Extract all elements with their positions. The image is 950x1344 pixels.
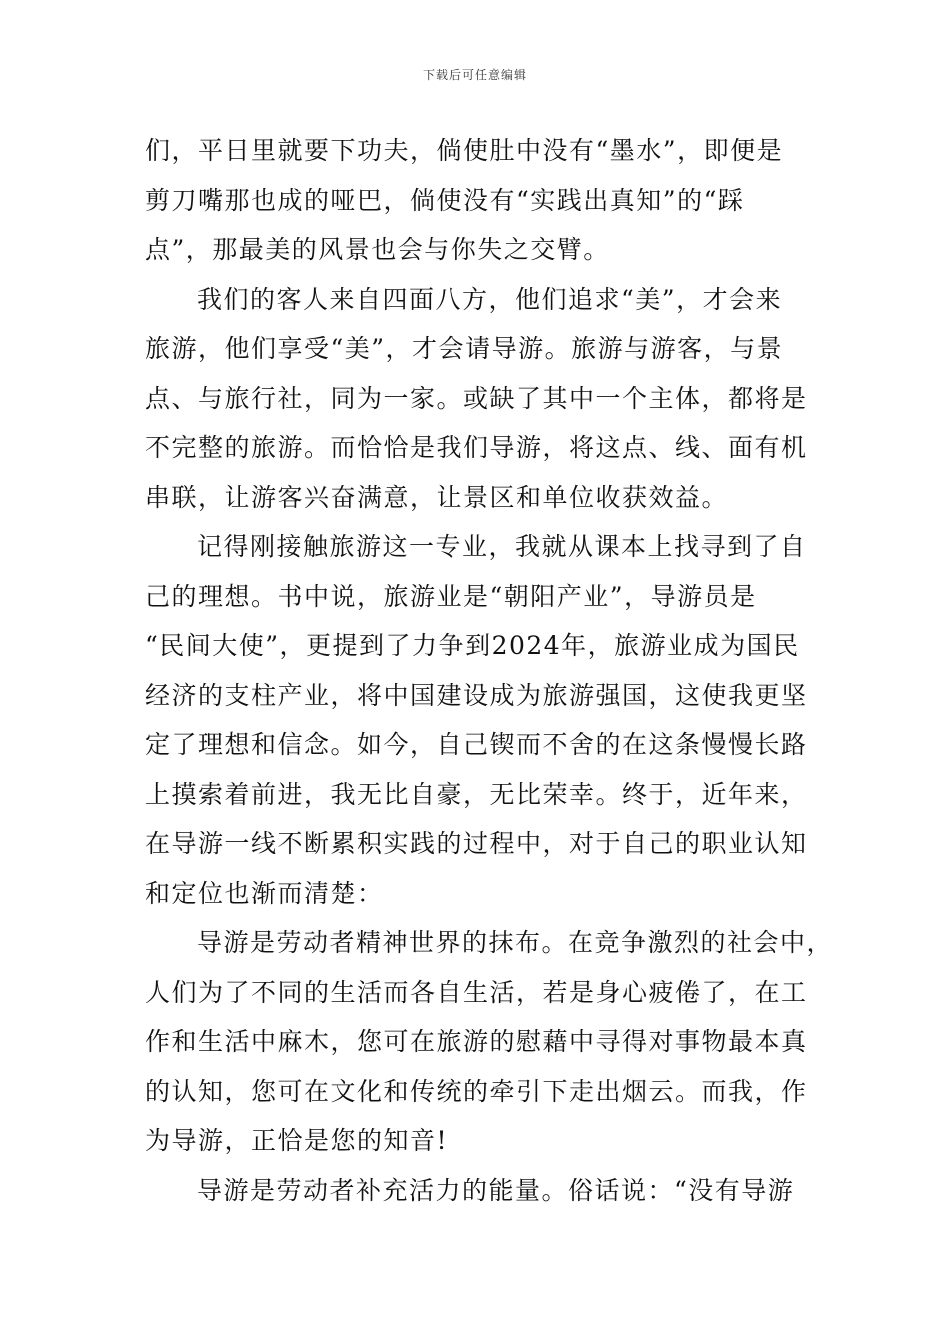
text-line: 们，平日里就要下功夫，倘使肚中没有“墨水”，即便是 bbox=[145, 136, 784, 165]
paragraph-first-line: 记得刚接触旅游这一专业，我就从课本上找寻到了自 bbox=[197, 532, 807, 561]
text-line: 作和生活中麻木，您可在旅游的慰藉中寻得对事物最本真 bbox=[145, 1027, 808, 1056]
page-header: 下载后可任意编辑 bbox=[422, 68, 527, 82]
text-line: 在导游一线不断累积实践的过程中，对于自己的职业认知 bbox=[145, 829, 808, 858]
text-line: 不完整的旅游。而恰恰是我们导游，将这点、线、面有机 bbox=[145, 433, 808, 462]
text-line: “民间大使”，更提到了力争到2024年，旅游业成为国民 bbox=[145, 631, 800, 660]
text-line: 的认知，您可在文化和传统的牵引下走出烟云。而我，作 bbox=[145, 1076, 808, 1106]
text-line: 剪刀嘴那也成的哑巴，倘使没有“实践出真知”的“踩 bbox=[145, 185, 745, 215]
text-line: 和定位也渐而清楚： bbox=[145, 878, 384, 908]
text-line: 串联，让游客兴奋满意，让景区和单位收获效益。 bbox=[145, 482, 729, 512]
text-line: 点”，那最美的风景也会与你失之交臂。 bbox=[145, 235, 610, 264]
body-text bbox=[145, 126, 834, 1215]
text-line: 定了理想和信念。如今，自己锲而不舍的在这条慢慢长路 bbox=[145, 730, 808, 759]
text-line: 人们为了不同的生活而各自生活，若是身心疲倦了，在工 bbox=[145, 977, 808, 1007]
text-line: 旅游，他们享受“美”，才会请导游。旅游与游客，与景 bbox=[145, 334, 784, 363]
text-line: 点、与旅行社，同为一家。或缺了其中一个主体，都将是 bbox=[145, 383, 808, 413]
text-line: 己的理想。书中说，旅游业是“朝阳产业”，导游员是 bbox=[145, 581, 757, 611]
text-line: 上摸索着前进，我无比自豪，无比荣幸。终于，近年来， bbox=[145, 779, 808, 809]
paragraph-first-line: 导游是劳动者精神世界的抹布。在竞争激烈的社会中， bbox=[197, 928, 834, 957]
paragraph-first-line: 导游是劳动者补充活力的能量。俗话说：“没有导游 bbox=[197, 1175, 795, 1205]
text-line: 经济的支柱产业，将中国建设成为旅游强国，这使我更坚 bbox=[145, 680, 808, 710]
paragraph-first-line: 我们的客人来自四面八方，他们追求“美”，才会来 bbox=[197, 284, 783, 314]
text-line: 为导游，正恰是您的知音! bbox=[145, 1126, 449, 1155]
